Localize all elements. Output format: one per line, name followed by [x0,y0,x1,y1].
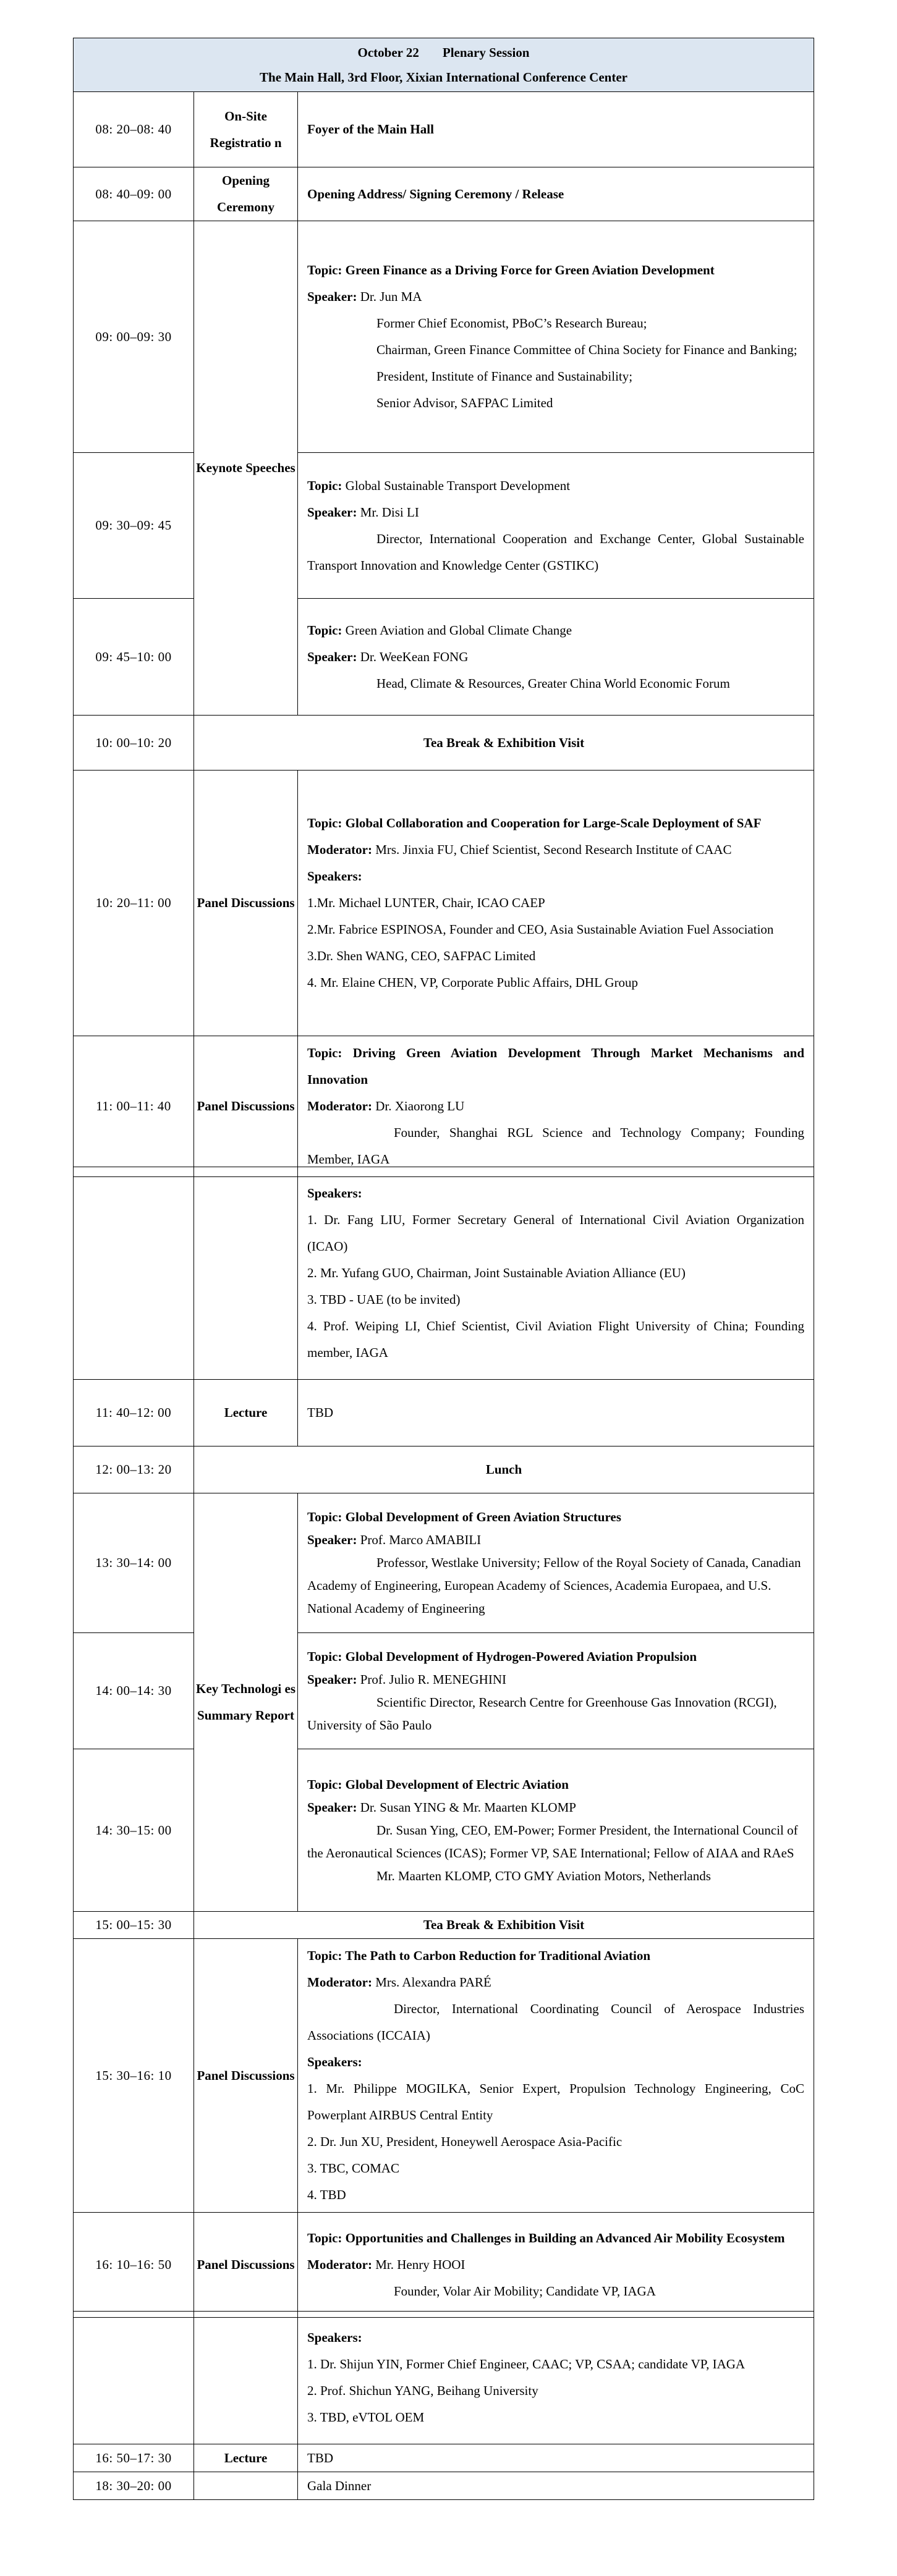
moderator-affiliation: Founder, Shanghai RGL Science and Technology Company; Founding Member, IAGA [307,1125,804,1167]
type-cell [194,2312,298,2444]
time-cell: 16: 50–17: 30 [74,2444,194,2472]
moderator-affiliation: Founder, Volar Air Mobility; Candidate VP, IAGA [394,2284,656,2299]
topic: Topic: Green Aviation and Global Climate Change [307,622,572,638]
moderator-affiliation: Director, International Coordinating Council of Aerospace Industries Associations (ICCAIA) [307,2001,804,2043]
time-cell: 09: 00–09: 30 [74,221,194,453]
speaker-item: 4. TBD [307,2187,346,2202]
affiliation: Head, Climate & Resources, Greater China World Economic Forum [376,675,730,691]
speakers-label: Speakers: [307,1186,362,1201]
speaker-item: 2.Mr. Fabrice ESPINOSA, Founder and CEO, Asia Sustainable Aviation Fuel Association [307,922,774,937]
time-cell: 10: 20–11: 00 [74,771,194,1036]
session-header [74,38,814,92]
session-venue: The Main Hall, 3rd Floor, Xixian International Conference Center [260,70,627,85]
table-row [74,1749,814,1912]
time-cell: 11: 00–11: 40 [74,1036,194,1177]
time-cell [74,2312,194,2444]
time-cell: 14: 30–15: 00 [74,1749,194,1912]
topic: Topic: Global Collaboration and Cooperation for Large-Scale Deployment of SAF [307,816,762,830]
speaker: Speaker: Dr. WeeKean FONG [307,649,469,664]
topic: Topic: Global Development of Electric Aviation [307,1776,569,1792]
schedule-table-part-2 [73,1167,814,2318]
table-row [74,1939,814,2213]
moderator: Moderator: Mr. Henry HOOI [307,2257,466,2272]
moderator: Moderator: Dr. Xiaorong LU [307,1099,465,1113]
affiliation: Mr. Maarten KLOMP, CTO GMY Aviation Motors, Netherlands [376,1868,711,1883]
affiliation: President, Institute of Finance and Sustainability; [376,369,633,384]
type-cell: Panel Discussions [194,1939,298,2213]
topic: Topic: Opportunities and Challenges in Building an Advanced Air Mobility Ecosystem [307,2231,785,2245]
affiliation: Former Chief Economist, PBoC’s Research Bureau; [376,316,647,331]
time-cell: 10: 00–10: 20 [74,716,194,771]
content-cell [298,771,814,1036]
content-cell [298,2213,814,2318]
table-row [74,1633,814,1749]
speaker-item: 3. TBC, COMAC [307,2161,399,2176]
break-label: Tea Break & Exhibition Visit [194,1912,814,1939]
affiliation: Director, International Cooperation and Exchange Center, Global Sustainable Transport Innovation and Knowledge Center (GSTIKC) [307,531,804,573]
topic: Topic: Green Finance as a Driving Force for Green Aviation Development [307,263,715,277]
type-cell [194,1167,298,1380]
time-cell: 08: 40–09: 00 [74,167,194,221]
topic: Topic: Global Development of Green Aviation Structures [307,1510,621,1524]
time-cell: 14: 00–14: 30 [74,1633,194,1749]
topic: Topic: Driving Green Aviation Development Through Market Mechanisms and Innovation [307,1045,804,1087]
time-cell: 12: 00–13: 20 [74,1446,194,1493]
speaker-item: 3. TBD - UAE (to be invited) [307,1292,461,1307]
break-label: Lunch [194,1446,814,1493]
moderator: Moderator: Mrs. Jinxia FU, Chief Scientist, Second Research Institute of CAAC [307,842,732,857]
affiliation: Chairman, Green Finance Committee of China Society for Finance and Banking; [376,342,797,357]
table-row [74,1167,814,1380]
speaker-item: 3. TBD, eVTOL OEM [307,2410,425,2425]
content-cell [298,2312,814,2444]
time-cell: 11: 40–12: 00 [74,1380,194,1446]
table-row [74,716,814,771]
topic: Topic: Global Development of Hydrogen-Powered Aviation Propulsion [307,1649,697,1664]
type-cell: Keynote Speeches [194,221,298,716]
content-cell [298,1633,814,1749]
time-cell: 09: 45–10: 00 [74,599,194,716]
table-row [74,2472,814,2500]
type-cell: Lecture [194,1380,298,1446]
speaker-item: 4. Prof. Weiping LI, Chief Scientist, Civil Aviation Flight University of China; Founding member, IAGA [307,1319,804,1360]
time-cell [74,1167,194,1380]
speaker-item: 3.Dr. Shen WANG, CEO, SAFPAC Limited [307,948,536,963]
speaker-item: 1.Mr. Michael LUNTER, Chair, ICAO CAEP [307,895,545,910]
type-cell [194,2472,298,2500]
time-cell: 09: 30–09: 45 [74,453,194,599]
table-row [74,221,814,453]
speaker: Speaker: Dr. Jun MA [307,289,422,304]
time-cell: 18: 30–20: 00 [74,2472,194,2500]
moderator: Moderator: Mrs. Alexandra PARÉ [307,1975,491,1990]
content-cell [298,453,814,599]
table-row [74,1446,814,1493]
time-cell: 08: 20–08: 40 [74,92,194,167]
time-cell: 13: 30–14: 00 [74,1493,194,1633]
type-cell: Panel Discussions [194,1036,298,1177]
session-date: October 22 [357,45,419,60]
speaker: Speaker: Mr. Disi LI [307,504,419,520]
time-cell: 16: 10–16: 50 [74,2213,194,2318]
content-cell [298,221,814,453]
type-cell: Key Technologi es Summary Report [194,1493,298,1912]
type-cell: Panel Discussions [194,771,298,1036]
table-row [74,599,814,716]
type-cell: Lecture [194,2444,298,2472]
type-cell: Opening Ceremony [194,167,298,221]
table-row [74,1036,814,1177]
content-cell [298,1493,814,1633]
table-row [74,453,814,599]
speaker-item: 2. Dr. Jun XU, President, Honeywell Aerospace Asia-Pacific [307,2134,623,2149]
speakers-label: Speakers: [307,869,362,884]
table-row [74,92,814,167]
schedule-table-part-1 [73,38,814,1177]
table-row [74,1912,814,1939]
speaker-item: 1. Dr. Shijun YIN, Former Chief Engineer, CAAC; VP, CSAA; candidate VP, IAGA [307,2357,746,2371]
content-cell [298,1749,814,1912]
content-cell: Foyer of the Main Hall [298,92,814,167]
content-cell [298,1167,814,1380]
content-cell: TBD [298,1380,814,1446]
content-cell [298,1036,814,1177]
speaker-item: 1. Dr. Fang LIU, Former Secretary General of International Civil Aviation Organization (ICAO) [307,1212,804,1254]
speaker: Speaker: Dr. Susan YING & Mr. Maarten KLOMP [307,1799,576,1815]
table-row [74,2213,814,2318]
affiliation: Dr. Susan Ying, CEO, EM-Power; Former President, the International Council of the Aeronautical Sciences (ICAS); Former VP, SAE International; Fellow of AIAA and RAeS [307,1822,798,1860]
content-cell [298,599,814,716]
speaker: Speaker: Prof. Marco AMABILI [307,1532,482,1547]
session-title: Plenary Session [442,45,530,60]
speaker-item: 2. Prof. Shichun YANG, Beihang University [307,2383,538,2398]
speakers-label: Speakers: [307,2054,362,2069]
table-row [74,771,814,1036]
type-cell: On-Site Registratio n [194,92,298,167]
affiliation: Professor, Westlake University; Fellow of the Royal Society of Canada, Canadian Academy of Engineering, European Academy of Sciences, Academia Europaea, and U.S. National Academy of Engineering [307,1555,801,1616]
table-row [74,1493,814,1633]
speaker-item: 4. Mr. Elaine CHEN, VP, Corporate Public Affairs, DHL Group [307,975,639,990]
topic: Topic: Global Sustainable Transport Development [307,478,571,493]
table-row [74,2312,814,2444]
speaker-item: 1. Mr. Philippe MOGILKA, Senior Expert, Propulsion Technology Engineering, CoC Powerplant AIRBUS Central Entity [307,2081,804,2122]
time-cell: 15: 30–16: 10 [74,1939,194,2213]
time-cell: 15: 00–15: 30 [74,1912,194,1939]
affiliation: Senior Advisor, SAFPAC Limited [376,395,553,410]
content-cell: TBD [298,2444,814,2472]
topic: Topic: The Path to Carbon Reduction for Traditional Aviation [307,1948,651,1963]
content-cell: Gala Dinner [298,2472,814,2500]
speaker-item: 2. Mr. Yufang GUO, Chairman, Joint Sustainable Aviation Alliance (EU) [307,1265,686,1280]
content-cell [298,1939,814,2213]
speakers-label: Speakers: [307,2330,362,2345]
content-cell: Opening Address/ Signing Ceremony / Release [298,167,814,221]
table-row [74,1380,814,1446]
table-row [74,2444,814,2472]
break-label: Tea Break & Exhibition Visit [194,716,814,771]
table-row [74,167,814,221]
affiliation: Scientific Director, Research Centre for Greenhouse Gas Innovation (RCGI), University of São Paulo [307,1694,777,1733]
type-cell: Panel Discussions [194,2213,298,2318]
schedule-table-part-3 [73,2311,814,2500]
speaker: Speaker: Prof. Julio R. MENEGHINI [307,1671,506,1687]
